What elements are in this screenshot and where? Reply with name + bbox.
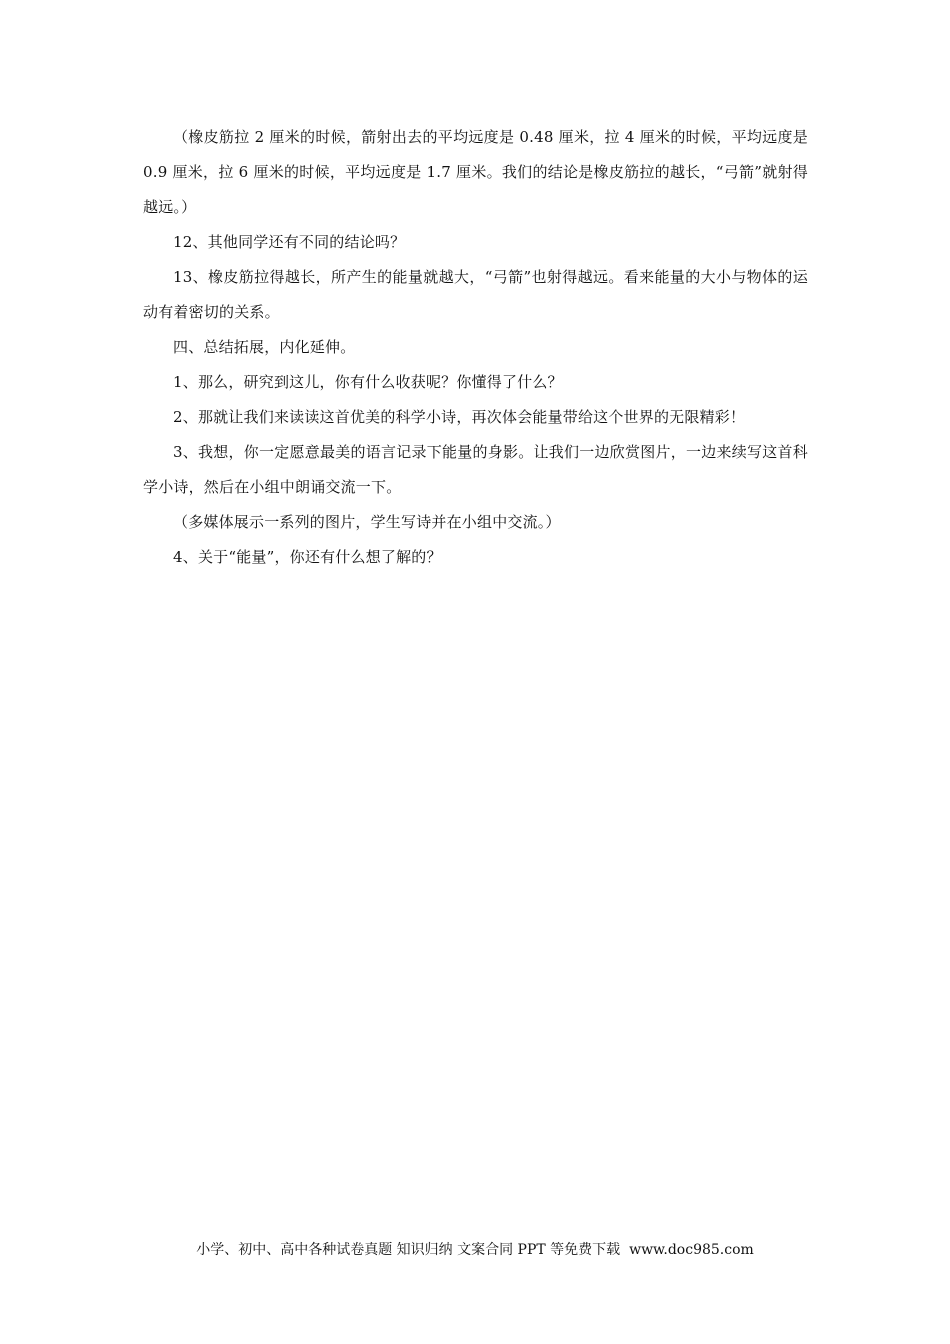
paragraph-step-2: 2、那就让我们来读读这首优美的科学小诗，再次体会能量带给这个世界的无限精彩！ <box>173 408 746 426</box>
paragraph-step-4: 4、关于“能量”，你还有什么想了解的？ <box>173 548 442 566</box>
footer-url[interactable]: www.doc985.com <box>629 1242 754 1258</box>
document-body <box>143 120 808 575</box>
paragraph-multimedia-note: （多媒体展示一系列的图片，学生写诗并在小组中交流。） <box>173 513 561 531</box>
paragraph-step-3: 3、我想，你一定愿意最美的语言记录下能量的身影。让我们一边欣赏图片，一边来续写这首科学小诗，然后在小组中朗诵交流一下。 <box>143 443 808 496</box>
paragraph-experiment-result: （橡皮筋拉 2 厘米的时候，箭射出去的平均远度是 0.48 厘米，拉 4 厘米的时候，平均远度是 0.9 厘米，拉 6 厘米的时候，平均远度是 1.7 厘米。我们的结论是橡皮筋拉的越长，“弓箭”就射得越远。） <box>143 128 808 216</box>
paragraph-question-12: 12、其他同学还有不同的结论吗？ <box>173 233 406 251</box>
paragraph-conclusion-13: 13、橡皮筋拉得越长，所产生的能量就越大，“弓箭”也射得越远。看来能量的大小与物体的运动有着密切的关系。 <box>143 268 808 321</box>
footer-text: 小学、初中、高中各种试卷真题 知识归纳 文案合同 PPT 等免费下载 <box>196 1242 621 1258</box>
page-footer <box>0 1240 950 1260</box>
paragraph-step-1: 1、那么，研究到这儿，你有什么收获呢？你懂得了什么？ <box>173 373 563 391</box>
section-heading-summary: 四、总结拓展，内化延伸。 <box>173 338 356 356</box>
